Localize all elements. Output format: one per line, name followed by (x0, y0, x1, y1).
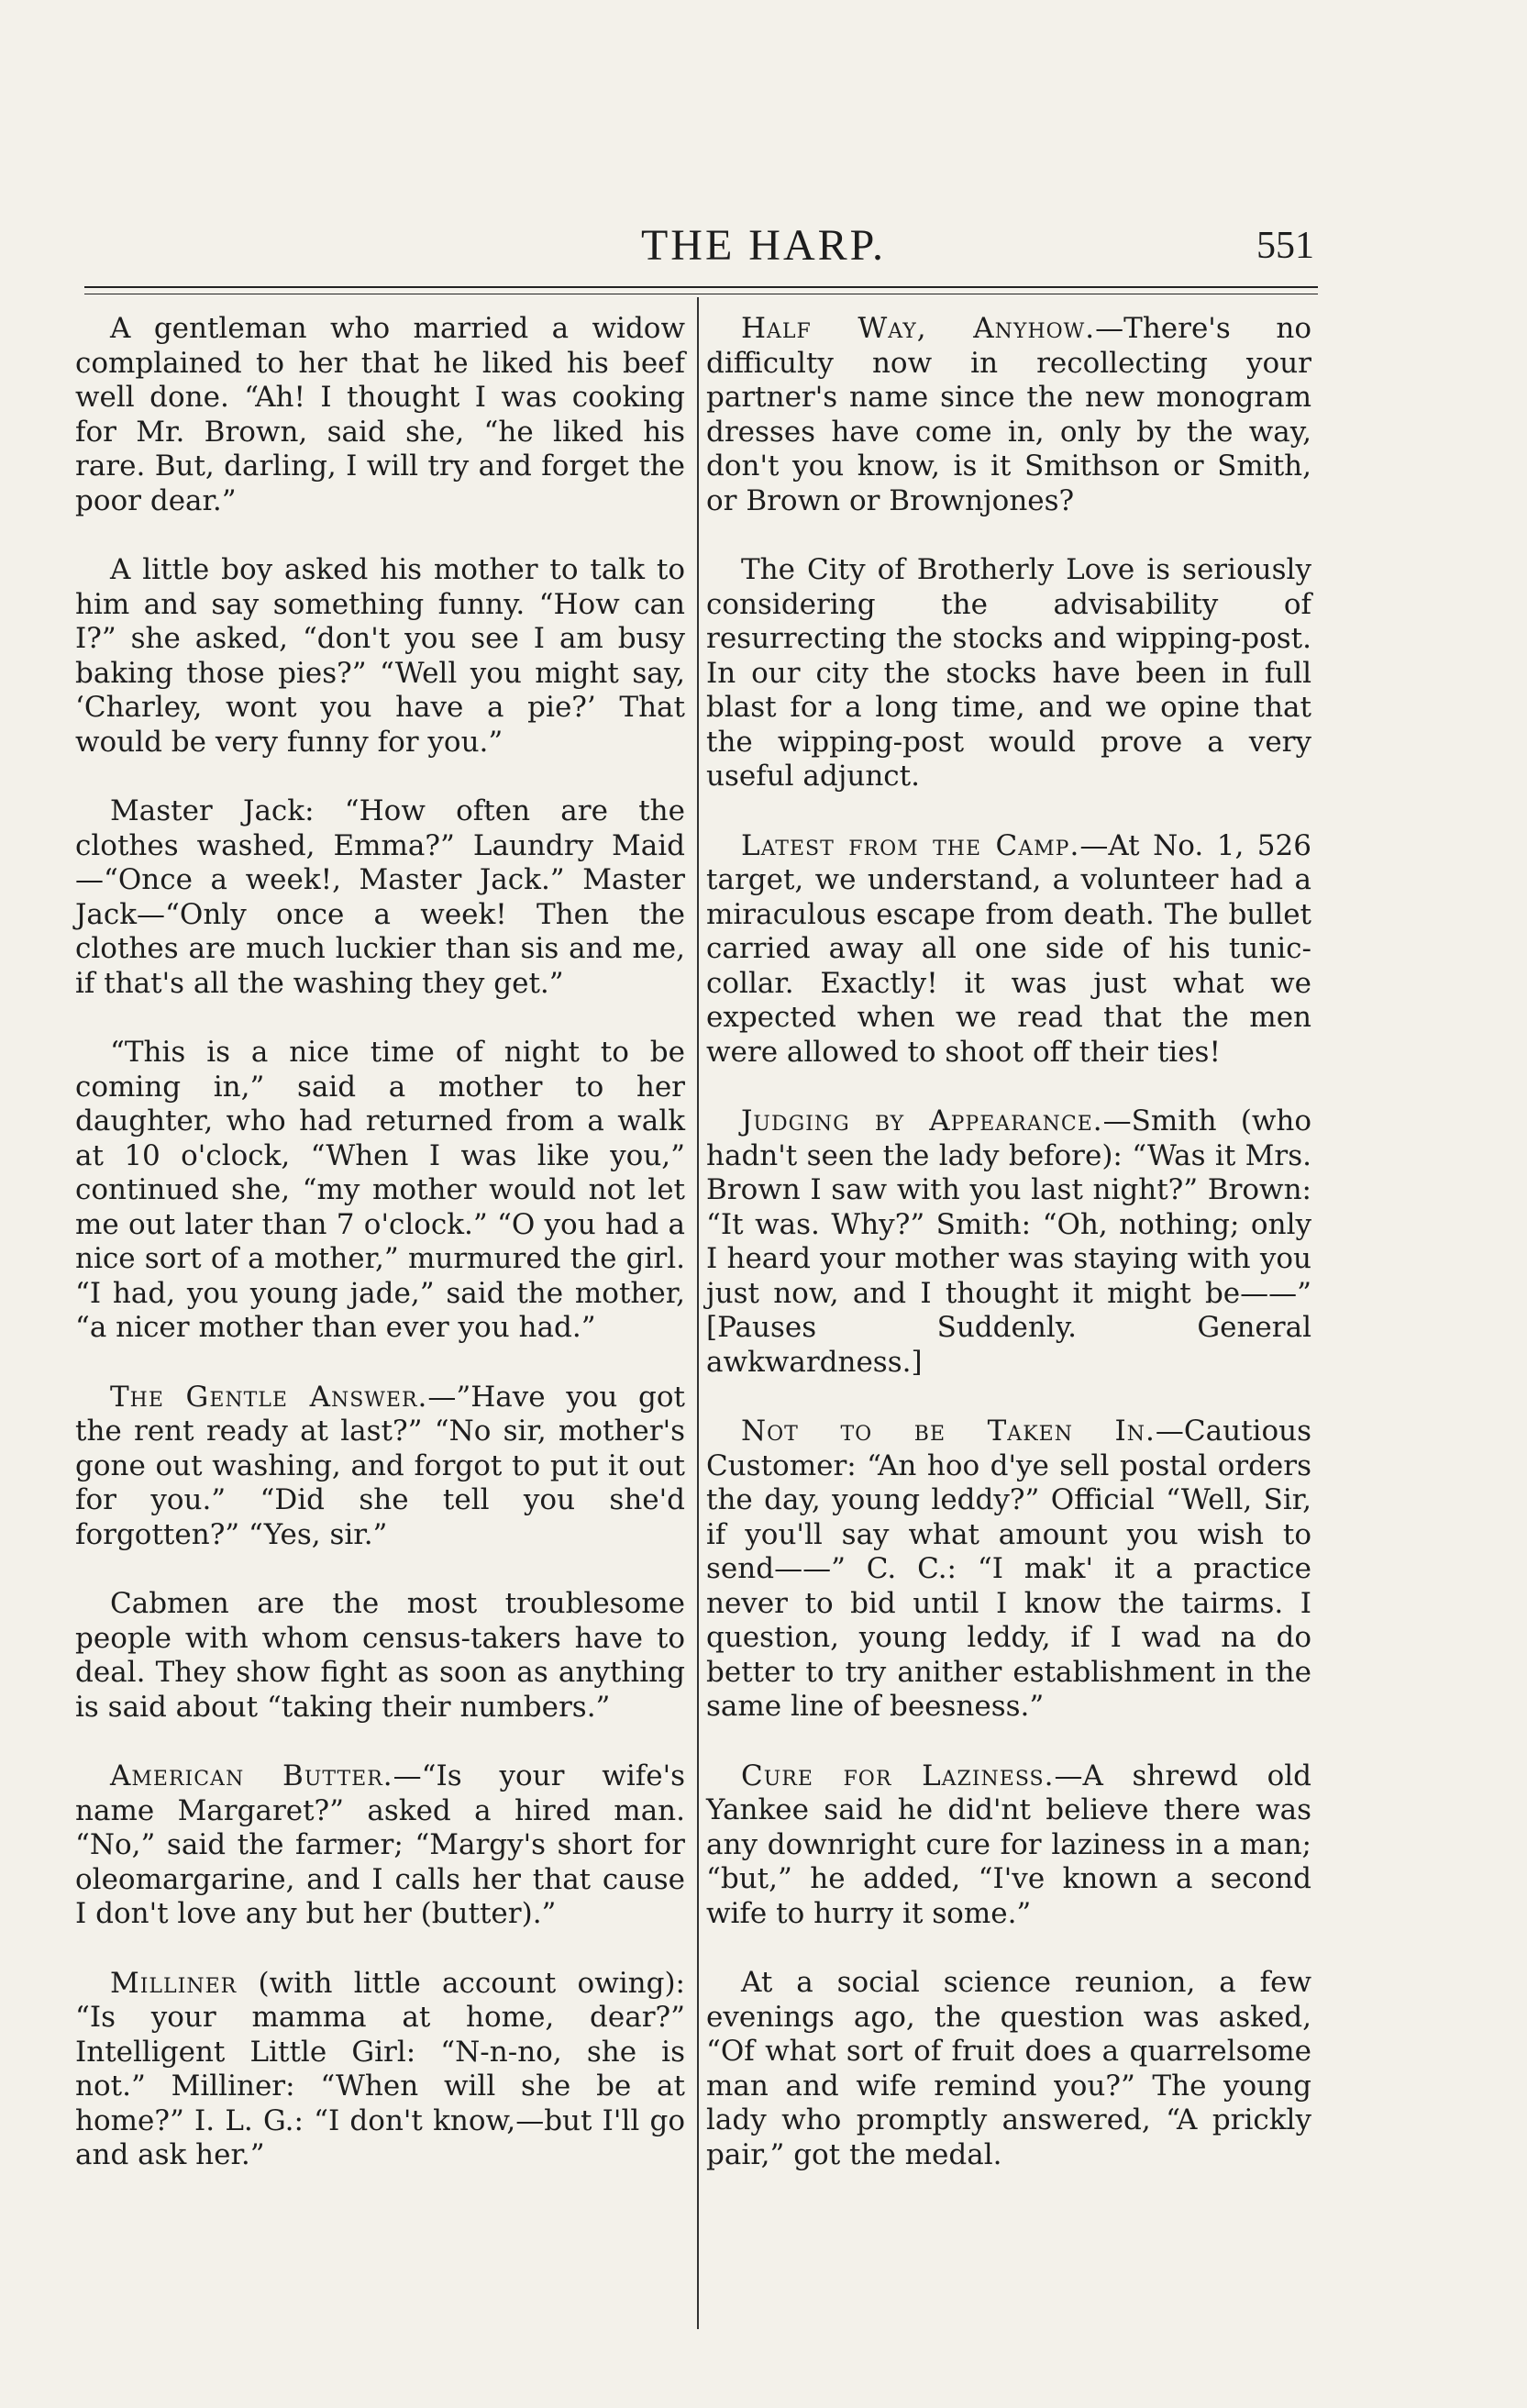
page-number: 551 (1256, 225, 1314, 267)
journal-title: THE HARP. (640, 221, 887, 270)
page-header (0, 220, 1527, 284)
paragraph: Judging by Appearance.—Smith (who hadn't seen the lady before): “Was it Mrs. Brown I saw with you last night?” Brown: “It was. Why?” Smith: “Oh, nothing; only I heard your mother was staying with you just now, and I thought it might be——” [Pauses Suddenly. General awkwardness.] (706, 1104, 1311, 1379)
paragraph: American Butter.—“Is your wife's name Margaret?” asked a hired man. “No,” said the farmer; “Margy's short for oleomargarine, and I calls her that cause I don't love any but her (butter).” (75, 1759, 686, 1930)
paragraph: A gentleman who married a widow complained to her that he liked his beef well done. “Ah! I thought I was cooking for Mr. Brown, said she, “he liked his rare. But, darling, I will try and forget the poor dear.” (75, 312, 685, 517)
paragraph: A little boy asked his mother to talk to him and say something funny. “How can I?” she asked, “don't you see I am busy baking those pies?” “Well you might say, ‘Charley, wont you have a pie?’ That would be very funny for you.” (75, 553, 685, 759)
paragraph: The Gentle Answer.—”Have you got the rent ready at last?” “No sir, mother's gone out washing, and forgot to put it out for you.” “Did she tell you she'd forgotten?” “Yes, sir.” (75, 1380, 685, 1551)
column-divider (697, 297, 699, 2329)
paragraph: Half Way, Anyhow.—There's no difficulty now in recollecting your partner's name since the new monogram dresses have come in, only by the way, don't you know, is it Smithson or Smith, or Brown or Brownjones? (706, 312, 1311, 517)
paragraph: Latest from the Camp.—At No. 1, 526 target, we understand, a volunteer had a miraculous escape from death. The bullet carried away all one side of his tunic-collar. Exactly! it was just what we expected when we read that the men were allowed to shoot off their ties! (706, 828, 1311, 1069)
paragraph: Milliner (with little account owing): “Is your mamma at home, dear?” Intelligent Little Girl: “N-n-no, she is not.” Milliner: “When will she be at home?” I. L. G.: “I don't know,—but I'll go and ask her.” (75, 1966, 685, 2171)
paragraph: Cure for Laziness.—A shrewd old Yankee said he did'nt believe there was any downright cure for laziness in a man; “but,” he added, “I've known a second wife to hurry it some.” (706, 1759, 1312, 1930)
paragraph: Not to be Taken In.—Cautious Customer: “An hoo d'ye sell postal orders the day, young leddy?” Official “Well, Sir, if you'll say what amount you wish to send——” C. C.: “I mak' it a practice never to bid until I know the tairms. I question, young leddy, if I wad na do better to try anither establishment in the same line of beesness.” (706, 1415, 1311, 1723)
right-column (706, 312, 1311, 2207)
paragraph: “This is a nice time of night to be coming in,” said a mother to her daughter, who had returned from a walk at 10 o'clock, “When I was like you,” continued she, “my mother would not let me out later than 7 o'clock.” “O you had a nice sort of a mother,” murmured the girl. “I had, you young jade,” said the mother, “a nicer mother than ever you had.” (75, 1036, 685, 1344)
left-column (75, 312, 685, 2208)
header-rule-thick (84, 286, 1318, 288)
paragraph: The City of Brotherly Love is seriously considering the advisability of resurrecting the stocks and wipping-post. In our city the stocks have been in full blast for a long time, and we opine that the wipping-post would prove a very useful adjunct. (706, 553, 1311, 793)
paragraph: At a social science reunion, a few evenings ago, the question was asked, “Of what sort of fruit does a quarrelsome man and wife remind you?” The young lady who promptly answered, “A prickly pair,” got the medal. (706, 1966, 1311, 2171)
paragraph: Master Jack: “How often are the clothes washed, Emma?” Laundry Maid—“Once a week!, Master Jack.” Master Jack—“Only once a week! Then the clothes are much luckier than sis and me, if that's all the washing they get.” (75, 794, 685, 1000)
paragraph: Cabmen are the most troublesome people with whom census-takers have to deal. They show fight as soon as anything is said about “taking their numbers.” (75, 1587, 685, 1724)
